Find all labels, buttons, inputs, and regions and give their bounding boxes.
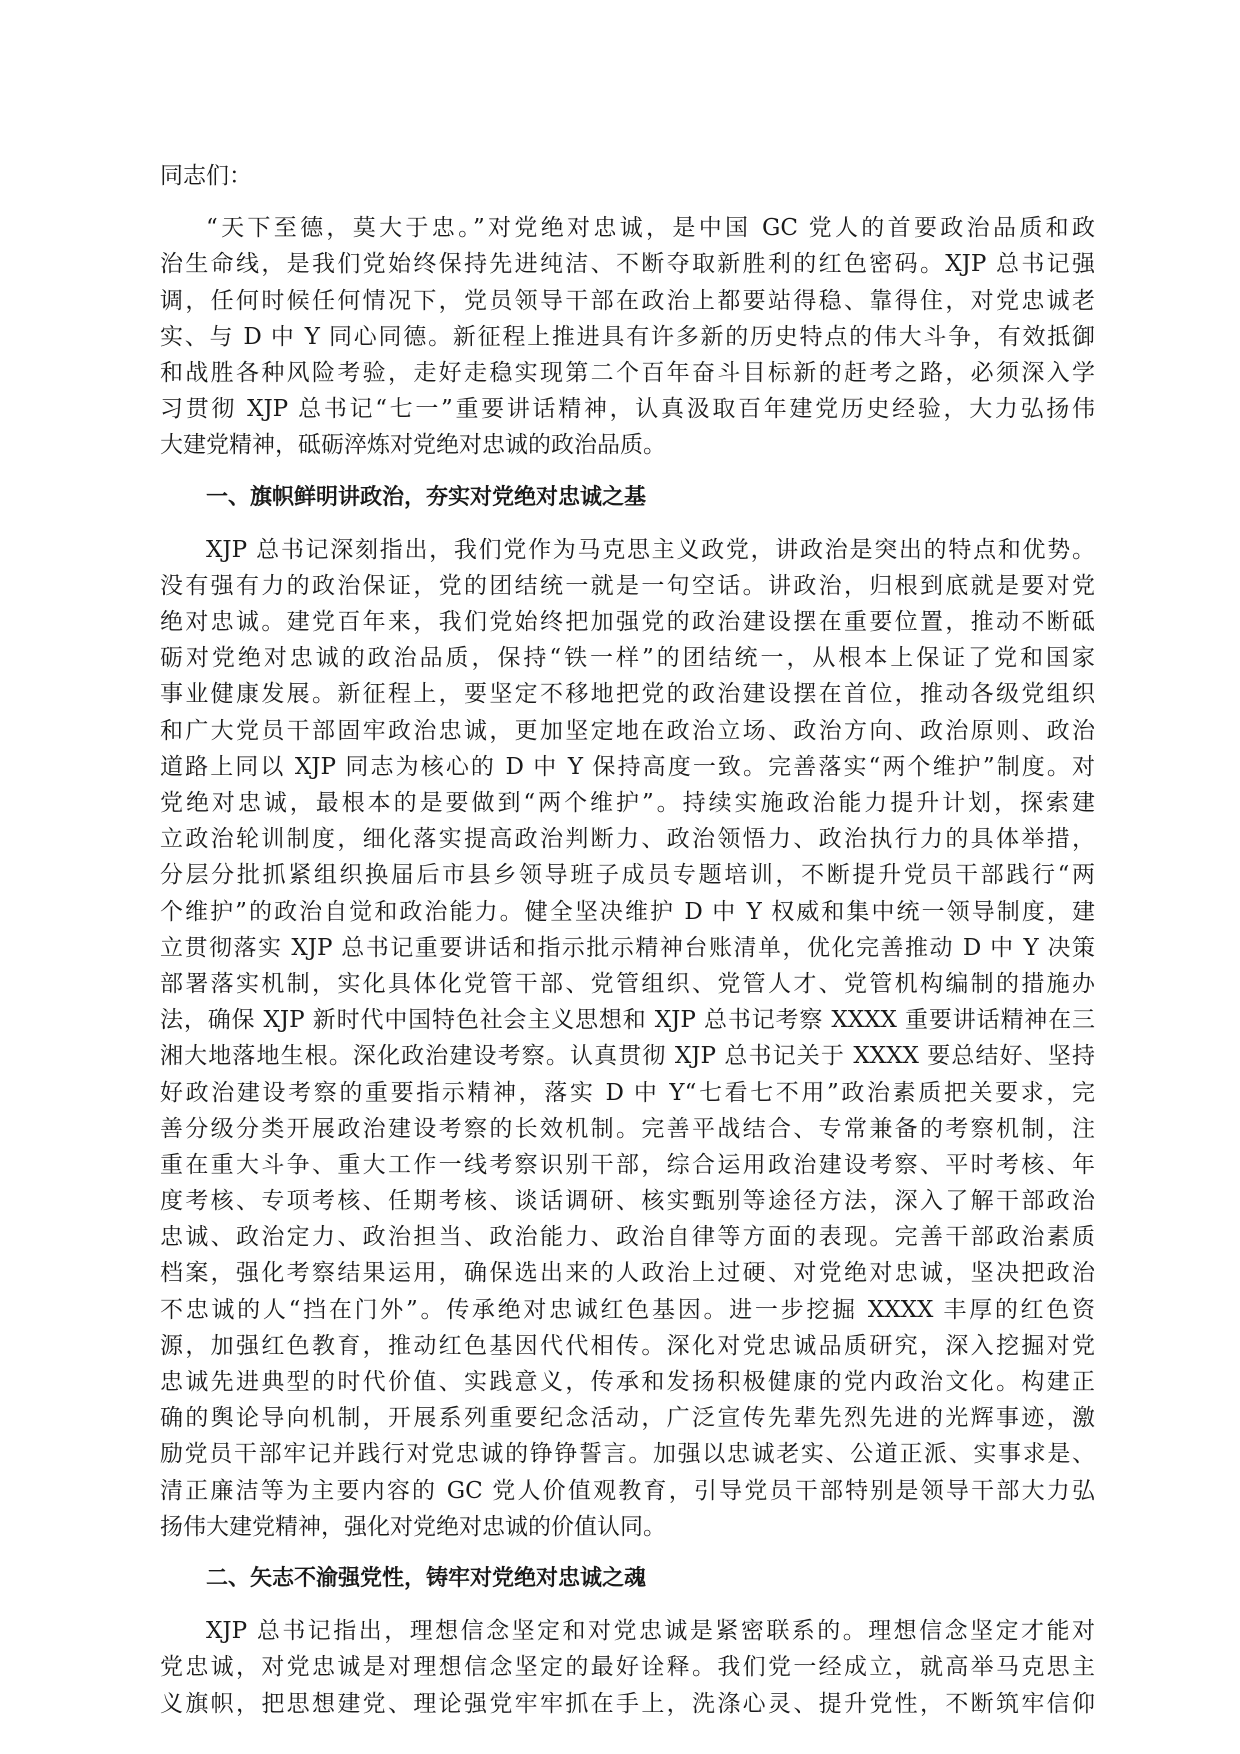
paragraph-line: 党忠诚，对党忠诚是对理想信念坚定的最好诠释。我们党一经成立，就高举马克思主 [160, 1654, 1095, 1681]
paragraph-line: 湘大地落地生根。深化政治建设考察。认真贯彻 XJP 总书记关于 XXXX 要总结好、坚持 [160, 1043, 1095, 1070]
intro-paragraph [160, 210, 1095, 463]
paragraph-line: 绝对忠诚。建党百年来，我们党始终把加强党的政治建设摆在重要位置，推动不断砥 [160, 609, 1095, 636]
paragraph-line: 确的舆论导向机制，开展系列重要纪念活动，广泛宣传先辈先烈先进的光辉事迹，激 [160, 1405, 1095, 1432]
paragraph-line: 和战胜各种风险考验，走好走稳实现第二个百年奋斗目标新的赶考之路，必须深入学 [160, 359, 1095, 386]
paragraph-line: 扬伟大建党精神，强化对党绝对忠诚的价值认同。 [160, 1513, 666, 1540]
paragraph-line: 道路上同以 XJP 同志为核心的 D 中 Y 保持高度一致。完善落实“两个维护”制度。对 [160, 753, 1095, 780]
paragraph-line: XJP 总书记深刻指出，我们党作为马克思主义政党，讲政治是突出的特点和优势。 [206, 536, 1095, 563]
paragraph-line: 度考核、专项考核、任期考核、谈话调研、核实甄别等途径方法，深入了解干部政治 [160, 1188, 1095, 1215]
paragraph-line: 立政治轮训制度，细化落实提高政治判断力、政治领悟力、政治执行力的具体举措， [160, 826, 1095, 853]
paragraph-gap [160, 516, 1095, 532]
section-heading-text: 二、矢志不渝强党性，铸牢对党绝对忠诚之魂 [206, 1565, 647, 1591]
document-body [160, 158, 1095, 1722]
paragraph-line: 义旗帜，把思想建党、理论强党牢牢抓在手上，洗涤心灵、提升党性，不断筑牢信仰 [160, 1690, 1095, 1717]
salutation: 同志们： [160, 163, 252, 189]
paragraph-line: 源，加强红色教育，推动红色基因代代相传。深化对党忠诚品质研究，深入挖掘对党 [160, 1332, 1095, 1359]
paragraph-line: 没有强有力的政治保证，党的团结统一就是一句空话。讲政治，归根到底就是要对党 [160, 572, 1095, 599]
paragraph-line: 党绝对忠诚，最根本的是要做到“两个维护”。持续实施政治能力提升计划，探索建 [160, 790, 1095, 816]
section-heading [160, 480, 1095, 516]
paragraph-line: 励党员干部牢记并践行对党忠诚的铮铮誓言。加强以忠诚老实、公道正派、实事求是、 [160, 1441, 1095, 1468]
paragraph-gap [160, 1545, 1095, 1561]
paragraph-gap [160, 1597, 1095, 1613]
paragraph-line: 立贯彻落实 XJP 总书记重要讲话和指示批示精神台账清单，优化完善推动 D 中 Y 决策 [160, 934, 1095, 961]
paragraph-line: 档案，强化考察结果运用，确保选出来的人政治上过硬、对党绝对忠诚，坚决把政治 [160, 1260, 1095, 1287]
paragraph-line: 善分级分类开展政治建设考察的长效机制。完善平战结合、专常兼备的考察机制，注 [160, 1115, 1095, 1142]
paragraph-gap [160, 194, 1095, 210]
paragraph-line: “天下至德，莫大于忠。”对党绝对忠诚，是中国 GC 党人的首要政治品质和政 [206, 215, 1095, 242]
paragraph-line: XJP 总书记指出，理想信念坚定和对党忠诚是紧密联系的。理想信念坚定才能对 [206, 1618, 1095, 1645]
paragraph-line: 个维护”的政治自觉和政治能力。健全坚决维护 D 中 Y 权威和集中统一领导制度，建 [160, 898, 1095, 925]
section-two-paragraph [160, 1613, 1095, 1722]
paragraph-line: 事业健康发展。新征程上，要坚定不移地把党的政治建设摆在首位，推动各级党组织 [160, 681, 1095, 708]
section-one-paragraph [160, 532, 1095, 1545]
paragraph-line: 调，任何时候任何情况下，党员领导干部在政治上都要站得稳、靠得住，对党忠诚老 [160, 287, 1095, 314]
paragraph-line: 忠诚先进典型的时代价值、实践意义，传承和发扬积极健康的党内政治文化。构建正 [160, 1369, 1095, 1395]
paragraph-line: 好政治建设考察的重要指示精神，落实 D 中 Y“七看七不用”政治素质把关要求，完 [160, 1079, 1095, 1106]
paragraph-gap [160, 464, 1095, 480]
paragraph-line: 分层分批抓紧组织换届后市县乡领导班子成员专题培训，不断提升党员干部践行“两 [160, 862, 1095, 889]
paragraph-line: 实、与 D 中 Y 同心同德。新征程上推进具有许多新的历史特点的伟大斗争，有效抵御 [160, 323, 1095, 350]
section-heading-text: 一、旗帜鲜明讲政治，夯实对党绝对忠诚之基 [206, 484, 647, 510]
paragraph-line: 砺对党绝对忠诚的政治品质，保持“铁一样”的团结统一，从根本上保证了党和国家 [160, 645, 1095, 672]
paragraph-line: 习贯彻 XJP 总书记“七一”重要讲话精神，认真汲取百年建党历史经验，大力弘扬伟 [160, 396, 1095, 423]
paragraph-line: 清正廉洁等为主要内容的 GC 党人价值观教育，引导党员干部特别是领导干部大力弘 [160, 1477, 1095, 1504]
paragraph-line: 重在重大斗争、重大工作一线考察识别干部，综合运用政治建设考察、平时考核、年 [160, 1151, 1095, 1178]
paragraph-line: 治生命线，是我们党始终保持先进纯洁、不断夺取新胜利的红色密码。XJP 总书记强 [160, 251, 1095, 278]
section-heading [160, 1561, 1095, 1597]
paragraph-line: 法，确保 XJP 新时代中国特色社会主义思想和 XJP 总书记考察 XXXX 重要讲话精神在三 [160, 1007, 1095, 1034]
paragraph-line: 忠诚、政治定力、政治担当、政治能力、政治自律等方面的表现。完善干部政治素质 [160, 1224, 1095, 1251]
paragraph-line: 部署落实机制，实化具体化党管干部、党管组织、党管人才、党管机构编制的措施办 [160, 970, 1095, 997]
paragraph-line: 大建党精神，砥砺淬炼对党绝对忠诚的政治品质。 [160, 432, 666, 459]
paragraph-line: 不忠诚的人“挡在门外”。传承绝对忠诚红色基因。进一步挖掘 XXXX 丰厚的红色资 [160, 1296, 1095, 1323]
paragraph-line: 和广大党员干部固牢政治忠诚，更加坚定地在政治立场、政治方向、政治原则、政治 [160, 717, 1095, 744]
